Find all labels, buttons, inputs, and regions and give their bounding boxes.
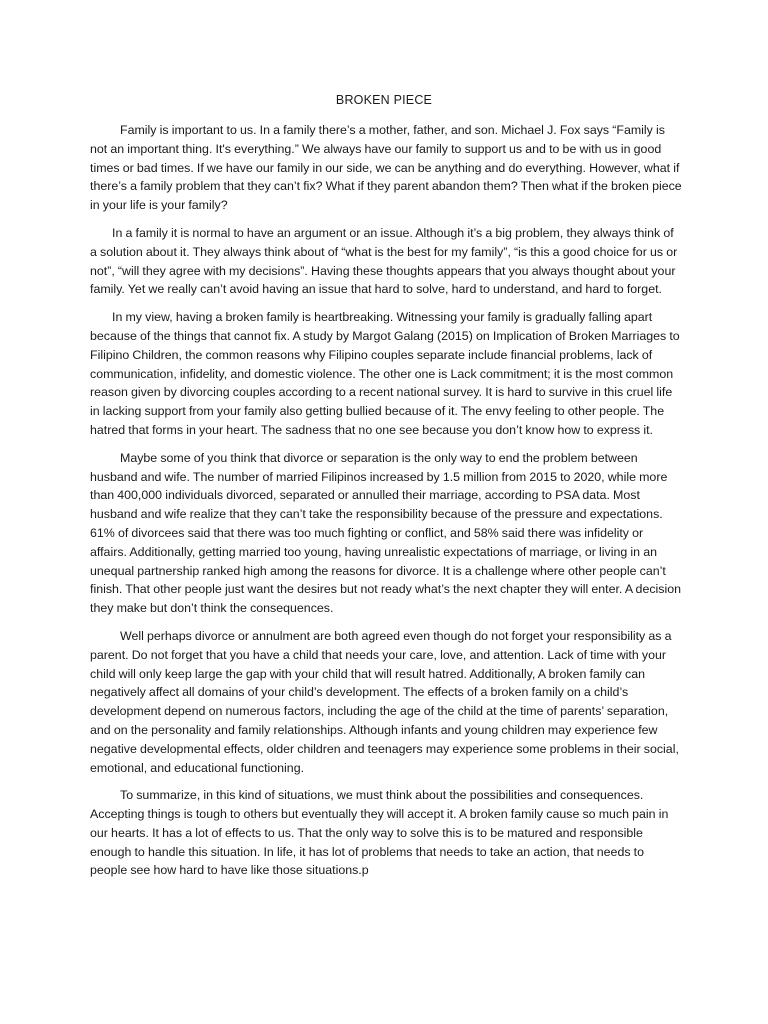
paragraph-1: Family is important to us. In a family there’s a mother, father, and son. Michael J. Fox says “Family is not an important thing. It's everything.” We always have our family to support us and to be with us in good times or bad times. If we have our family in our side, we can be anything and do everything. However, what if there’s a family problem that they can’t fix? What if they parent abandon them? Then what if the broken piece in your life is your family? xyxy=(90,123,682,213)
paragraph-5: Well perhaps divorce or annulment are both agreed even though do not forget your responsibility as a parent. Do not forget that you have a child that needs your care, love, and attention. Lack of time with your child will only keep large the gap with your child that will result hatred. Additionally, A broken family can negatively affect all domains of your child’s development. The effects of a broken family on a child’s development depend on numerous factors, including the age of the child at the time of parents’ separation, and on the personality and family relationships. Although infants and young children may experience few negative developmental effects, older children and teenagers may experience some problems in their social, emotional, and educational functioning. xyxy=(90,628,679,775)
paragraph-3: In my view, having a broken family is heartbreaking. Witnessing your family is gradually falling apart because of the things that cannot fix. A study by Margot Galang (2015) on Implication of Broken Marriages to Filipino Children, the common reasons why Filipino couples separate include financial problems, lack of communication, infidelity, and domestic violence. The other one is Lack commitment; it is the most common reason given by divorcing couples according to a recent national survey. It is hard to survive in this cruel life in lacking support from your family also getting bullied because of it. The envy feeling to other people. The hatred that forms in your heart. The sadness that no one see because you don’t know how to express it. xyxy=(90,310,680,437)
paragraph-2: In a family it is normal to have an argument or an issue. Although it’s a big problem, they always think of a solution about it. They always think about of “what is the best for my family”, “is this a good choice for us or not”, “will they agree with my decisions”. Having these thoughts appears that you always thought about your family. Yet we really can’t avoid having an issue that hard to solve, hard to understand, and hard to forget. xyxy=(90,225,678,297)
document-body xyxy=(90,121,682,889)
paragraph-6: To summarize, in this kind of situations, we must think about the possibilities and consequences. Accepting things is tough to others but eventually they will accept it. A broken family cause so much pain in our hearts. It has a lot of effects to us. That the only way to solve this is to be matured and responsible enough to handle this situation. In life, it has lot of problems that needs to take an action, that needs to people see how hard to have like those situations.p xyxy=(90,788,669,878)
paragraph-4: Maybe some of you think that divorce or separation is the only way to end the problem between husband and wife. The number of married Filipinos increased by 1.5 million from 2015 to 2020, while more than 400,000 individuals divorced, separated or annulled their marriage, according to PSA data. Most husband and wife realize that they can’t take the responsibility because of the pressure and expectations. 61% of divorcees said that there was too much fighting or conflict, and 58% said there was infidelity or affairs. Additionally, getting married too young, having unrealistic expectations of marriage, or living in an unequal partnership ranked high among the reasons for divorce. It is a challenge where other people can’t finish. That other people just want the desires but not ready what’s the next chapter they will enter. A decision they make but don’t think the consequences. xyxy=(90,450,682,616)
document-title: BROKEN PIECE xyxy=(335,93,433,107)
